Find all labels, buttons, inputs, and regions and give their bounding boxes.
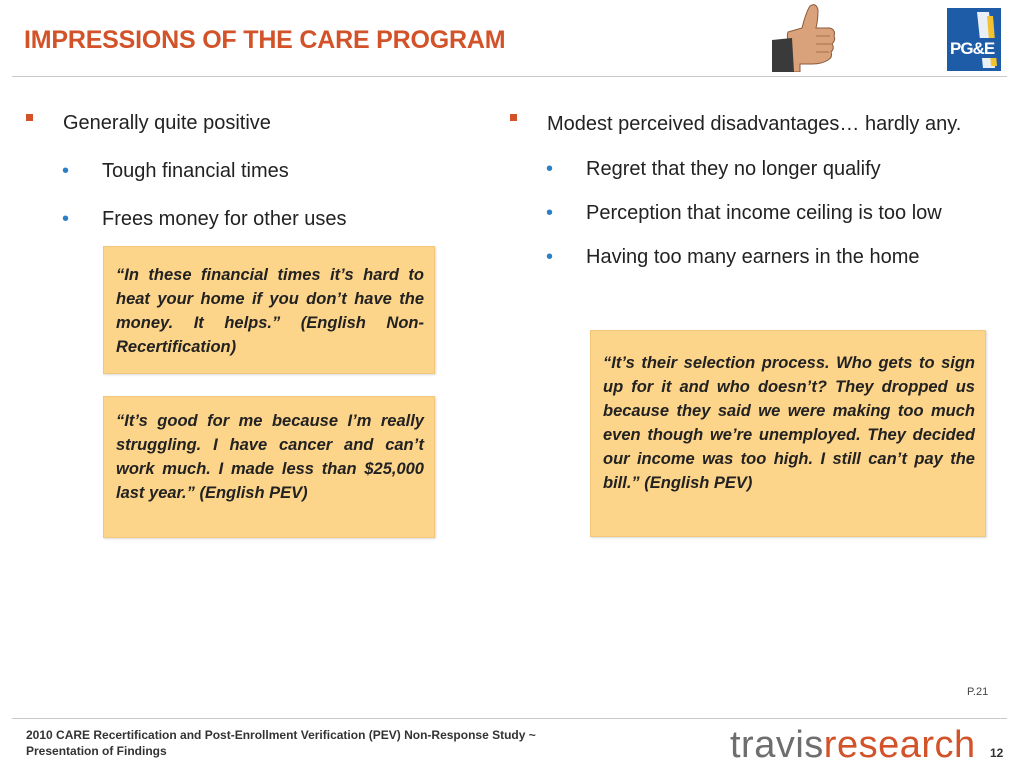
page-number: 12 <box>990 746 1004 760</box>
left-sub-point <box>26 158 446 184</box>
header-divider <box>12 76 1007 77</box>
left-column <box>26 110 446 232</box>
left-sub-point <box>26 206 446 232</box>
right-main-point <box>510 110 994 138</box>
thumbs-up-icon <box>772 2 838 72</box>
footer-divider <box>12 718 1007 719</box>
brand-part-2: research <box>823 724 976 766</box>
right-sub-point-text: Perception that income ceiling is too low <box>586 202 942 224</box>
right-sub-point <box>510 244 994 270</box>
footer-study-title <box>26 727 666 759</box>
footer-line-1: 2010 CARE Recertification and Post-Enrollment Verification (PEV) Non-Response Study ~ <box>26 728 536 742</box>
round-bullet-icon: • <box>546 202 554 224</box>
right-sub-point-text: Having too many earners in the home <box>586 246 920 268</box>
round-bullet-icon: • <box>62 160 70 182</box>
right-sub-point-text: Regret that they no longer qualify <box>586 158 881 180</box>
quote-box: “It’s their selection process. Who gets to sign up for it and who doesn’t? They dropped us because they said we were making too much even though we’re unemployed. They decided our income was too high. I still can’t pay the bill.” (English PEV) <box>590 330 986 537</box>
left-sub-point-text: Frees money for other uses <box>102 208 347 230</box>
square-bullet-icon <box>510 114 517 121</box>
left-sub-point-text: Tough financial times <box>102 160 289 182</box>
left-main-point <box>26 110 446 136</box>
right-column <box>510 110 994 270</box>
round-bullet-icon: • <box>546 158 554 180</box>
travisresearch-logo <box>730 722 976 768</box>
brand-part-1: travis <box>730 724 824 766</box>
pge-logo-text: PG&E <box>950 39 995 58</box>
quote-box: “In these financial times it’s hard to heat your home if you don’t have the money. It helps.” (English Non-Recertification) <box>103 246 435 374</box>
square-bullet-icon <box>26 114 33 121</box>
footer-line-2: Presentation of Findings <box>26 744 167 758</box>
left-main-point-text: Generally quite positive <box>63 112 271 134</box>
right-sub-point <box>510 156 994 182</box>
right-main-point-text: Modest perceived disadvantages… hardly any. <box>547 113 962 135</box>
pge-logo <box>947 8 1001 71</box>
page-title: IMPRESSIONS OF THE CARE PROGRAM <box>24 26 506 54</box>
quote-box: “It’s good for me because I’m really struggling. I have cancer and can’t work much. I made less than $25,000 last year.” (English PEV) <box>103 396 435 538</box>
round-bullet-icon: • <box>62 208 70 230</box>
round-bullet-icon: • <box>546 246 554 268</box>
page-reference: P.21 <box>967 686 989 698</box>
right-sub-point <box>510 200 994 226</box>
